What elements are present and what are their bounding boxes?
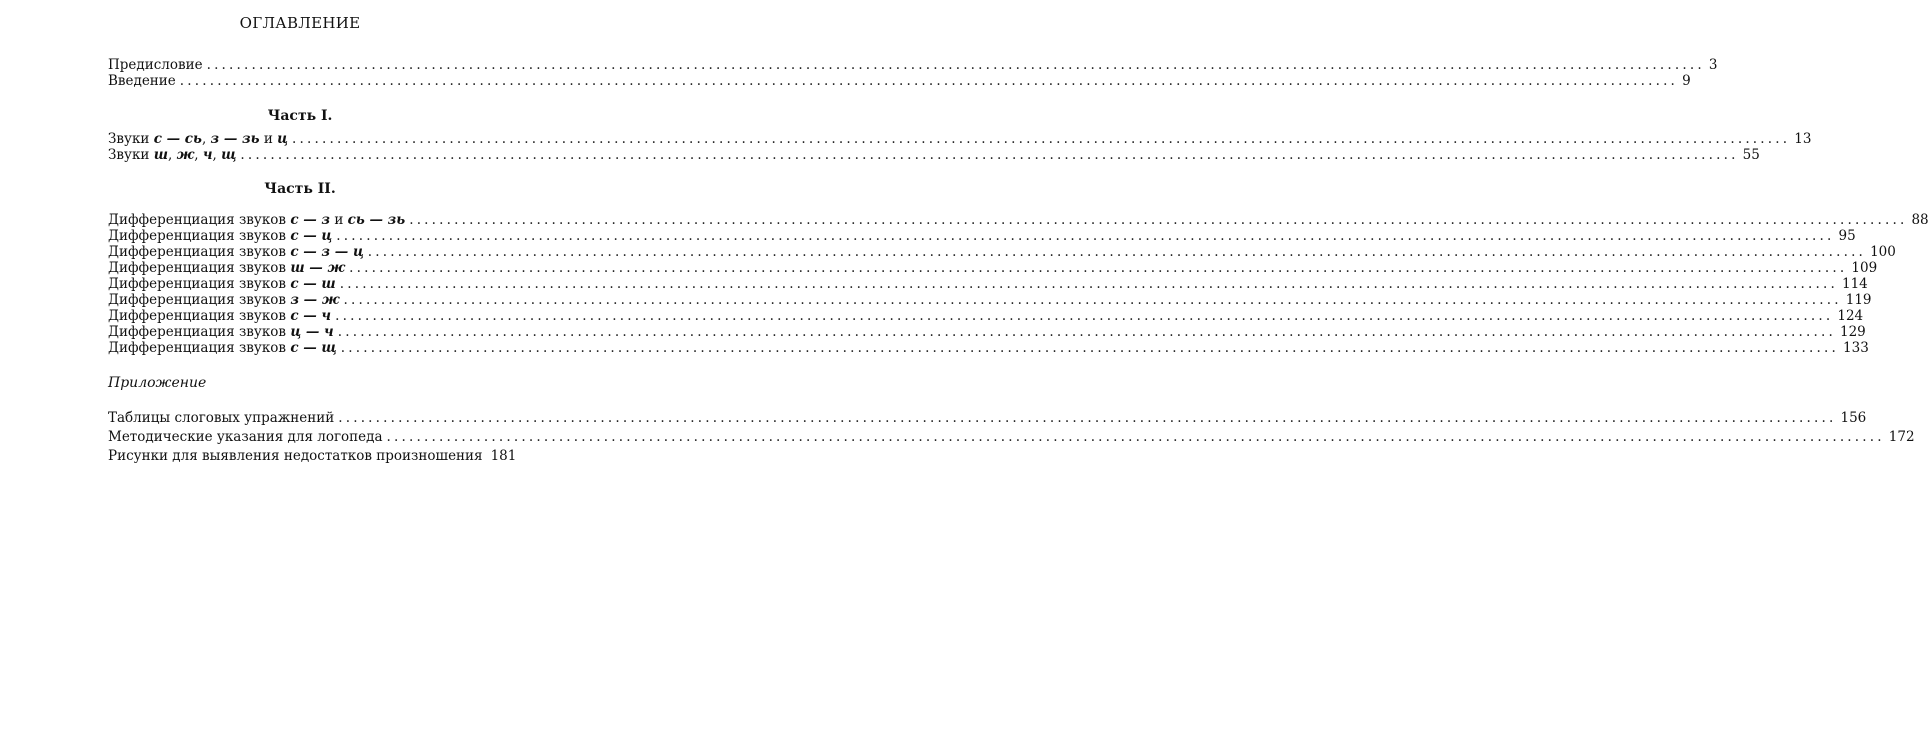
leader-dots: ........................................................................................................................................................................................................ (349, 260, 1848, 276)
leader-dots: ........................................................................................................................................................................................................ (386, 429, 1885, 445)
toc-entry[interactable] (108, 324, 1866, 340)
toc-entry[interactable] (108, 340, 1869, 356)
leader-dots: ........................................................................................................................................................................................................ (339, 276, 1838, 292)
entry-label: Дифференциация звуков с — щ (108, 340, 337, 356)
page-number: 3 (1708, 57, 1718, 73)
page-number: 95 (1838, 228, 1856, 244)
entry-label: Введение (108, 73, 176, 89)
toc-entry[interactable] (108, 260, 1878, 276)
leader-dots: ........................................................................................................................................................................................................ (292, 131, 1791, 147)
entry-label: Таблицы слоговых упражнений (108, 410, 335, 426)
leader-dots: ........................................................................................................................................................................................................ (206, 57, 1705, 73)
part-1-entries (108, 131, 1812, 163)
part-1-title: Часть I. (267, 108, 333, 124)
entry-label: Дифференциация звуков з — ж (108, 292, 340, 308)
entry-label: Звуки с — сь, з — зь и ц (108, 131, 289, 147)
toc-entry[interactable] (108, 147, 1760, 163)
leader-dots: ........................................................................................................................................................................................................ (343, 292, 1842, 308)
page-number: 109 (1851, 260, 1878, 276)
entry-label: Дифференциация звуков с — ц (108, 228, 333, 244)
page-number: 181 (490, 448, 517, 464)
leader-dots: ........................................................................................................................................................................................................ (335, 308, 1834, 324)
entry-label: Дифференциация звуков ц — ч (108, 324, 334, 340)
toc-entry[interactable] (108, 409, 1867, 428)
page-number: 172 (1888, 429, 1915, 445)
page-number: 55 (1742, 147, 1760, 163)
entry-label: Звуки ш, ж, ч, щ (108, 147, 237, 163)
part-2-entries (108, 212, 1929, 356)
page-number: 13 (1794, 131, 1812, 147)
entry-label: Дифференциация звуков с — з и сь — зь (108, 212, 406, 228)
leader-dots: ........................................................................................................................................................................................................ (336, 228, 1835, 244)
page-number: 119 (1845, 292, 1872, 308)
toc-entry[interactable] (108, 292, 1872, 308)
entry-label: Рисунки для выявления недостатков произношения (108, 448, 483, 464)
toc-entry[interactable] (108, 57, 1718, 73)
page-number: 124 (1837, 308, 1864, 324)
appendix-title: Приложение (108, 375, 207, 391)
page-number: 100 (1870, 244, 1896, 260)
entry-label: Дифференциация звуков с — з — ц (108, 244, 364, 260)
toc-entry[interactable] (108, 447, 517, 466)
toc-entry[interactable] (108, 276, 1868, 292)
toc-entry[interactable] (108, 428, 1915, 447)
page-title: ОГЛАВЛЕНИЕ (239, 14, 361, 32)
leader-dots: ........................................................................................................................................................................................................ (240, 147, 1739, 163)
leader-dots: ........................................................................................................................................................................................................ (340, 340, 1840, 356)
entry-label: Предисловие (108, 57, 203, 73)
leader-dots: ........................................................................................................................................................................................................ (337, 324, 1836, 340)
page-number: 114 (1841, 276, 1868, 292)
page-number: 156 (1840, 410, 1867, 426)
page-number: 9 (1682, 73, 1691, 89)
toc-entry[interactable] (108, 228, 1856, 244)
part-2-title: Часть II. (264, 181, 336, 197)
entry-label: Методические указания для логопеда (108, 429, 383, 445)
leader-dots: ........................................................................................................................................................................................................ (179, 73, 1679, 89)
toc-entry[interactable] (108, 131, 1812, 147)
leader-dots: ........................................................................................................................................................................................................ (409, 212, 1908, 228)
leader-dots: ........................................................................................................................................................................................................ (338, 410, 1837, 426)
leader-dots: ........................................................................................................................................................................................................ (367, 244, 1867, 260)
entry-label: Дифференциация звуков ш — ж (108, 260, 346, 276)
toc-entry[interactable] (108, 212, 1929, 228)
appendix-entries (108, 409, 1915, 466)
front-matter (108, 57, 1718, 89)
page-number: 133 (1843, 340, 1869, 356)
page-number: 88 (1911, 212, 1929, 228)
toc-entry[interactable] (108, 244, 1896, 260)
entry-label: Дифференциация звуков с — ш (108, 276, 336, 292)
page-number: 129 (1839, 324, 1866, 340)
entry-label: Дифференциация звуков с — ч (108, 308, 332, 324)
toc-entry[interactable] (108, 73, 1691, 89)
toc-entry[interactable] (108, 308, 1864, 324)
